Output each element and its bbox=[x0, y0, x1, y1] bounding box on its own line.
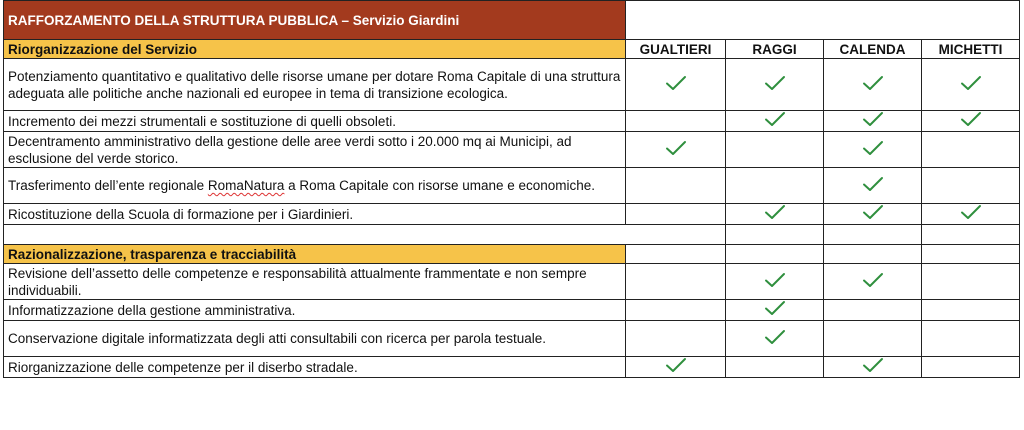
table-row bbox=[4, 204, 1020, 225]
row-description bbox=[4, 357, 626, 378]
checkmark-icon bbox=[862, 357, 884, 373]
checkmark-icon bbox=[764, 272, 786, 288]
empty-cell bbox=[824, 245, 922, 264]
checkmark-icon bbox=[764, 329, 786, 345]
mark-cell-raggi bbox=[726, 111, 824, 132]
table-row bbox=[4, 111, 1020, 132]
spacer-cell bbox=[4, 225, 726, 245]
checkmark-icon bbox=[764, 75, 786, 91]
mark-cell-calenda bbox=[824, 168, 922, 204]
row-text: Conservazione digitale informatizzata degli atti consultabili con ricerca per parola testuale. bbox=[8, 331, 547, 346]
row-description bbox=[4, 111, 626, 132]
table-row bbox=[4, 264, 1020, 300]
title-spacer bbox=[626, 1, 1020, 40]
column-header-michetti: MICHETTI bbox=[922, 40, 1020, 59]
mark-cell-michetti bbox=[922, 264, 1020, 300]
mark-cell-gualtieri bbox=[626, 321, 726, 357]
row-description bbox=[4, 168, 626, 204]
checkmark-icon bbox=[862, 140, 884, 156]
mark-cell-michetti bbox=[922, 357, 1020, 378]
section-header-row bbox=[4, 245, 1020, 264]
empty-cell bbox=[626, 245, 726, 264]
checkmark-icon bbox=[764, 111, 786, 127]
table-row bbox=[4, 59, 1020, 111]
mark-cell-calenda bbox=[824, 59, 922, 111]
checkmark-icon bbox=[960, 204, 982, 220]
checkmark-icon bbox=[862, 272, 884, 288]
mark-cell-calenda bbox=[824, 321, 922, 357]
row-text: Informatizzazione della gestione amministrativa. bbox=[8, 302, 296, 318]
row-text: Trasferimento dell’ente regionale bbox=[8, 178, 208, 193]
row-text: Potenziamento quantitativo e qualitativo delle risorse umane per dotare Roma Capitale di una struttura adeguata alle politiche anche nazionali ed europee in tema di transizione ecologica. bbox=[8, 68, 621, 101]
mark-cell-gualtieri bbox=[626, 204, 726, 225]
comparison-table bbox=[3, 0, 1020, 378]
mark-cell-calenda bbox=[824, 132, 922, 168]
mark-cell-gualtieri bbox=[626, 168, 726, 204]
empty-cell bbox=[922, 245, 1020, 264]
column-header-gualtieri: GUALTIERI bbox=[626, 40, 726, 59]
section-header-row bbox=[4, 40, 1020, 59]
row-text: a Roma Capitale con risorse umane e economiche. bbox=[284, 178, 596, 193]
row-text: Decentramento amministrativo della gestione delle aree verdi sotto i 20.000 mq ai Municipi, ad esclusione del verde storico. bbox=[8, 133, 572, 166]
checkmark-icon bbox=[960, 111, 982, 127]
spacer-cell bbox=[922, 225, 1020, 245]
table-row bbox=[4, 321, 1020, 357]
column-header-raggi: RAGGI bbox=[726, 40, 824, 59]
mark-cell-calenda bbox=[824, 204, 922, 225]
checkmark-icon bbox=[862, 75, 884, 91]
mark-cell-michetti bbox=[922, 204, 1020, 225]
mark-cell-raggi bbox=[726, 168, 824, 204]
section-heading: Razionalizzazione, trasparenza e tracciabilità bbox=[4, 245, 626, 264]
checkmark-icon bbox=[764, 300, 786, 316]
spellcheck-word: RomaNatura bbox=[207, 178, 285, 193]
spacer-cell bbox=[824, 225, 922, 245]
row-description bbox=[4, 204, 626, 225]
checkmark-icon bbox=[862, 111, 884, 127]
mark-cell-gualtieri bbox=[626, 59, 726, 111]
section-heading: Riorganizzazione del Servizio bbox=[4, 40, 626, 59]
checkmark-icon bbox=[862, 204, 884, 220]
table-title: RAFFORZAMENTO DELLA STRUTTURA PUBBLICA – Servizio Giardini bbox=[4, 1, 626, 40]
empty-cell bbox=[726, 245, 824, 264]
table-row bbox=[4, 357, 1020, 378]
mark-cell-raggi bbox=[726, 321, 824, 357]
row-description bbox=[4, 300, 626, 321]
mark-cell-raggi bbox=[726, 132, 824, 168]
spacer-cell bbox=[726, 225, 824, 245]
mark-cell-raggi bbox=[726, 59, 824, 111]
mark-cell-gualtieri bbox=[626, 264, 726, 300]
column-header-calenda: CALENDA bbox=[824, 40, 922, 59]
mark-cell-raggi bbox=[726, 357, 824, 378]
mark-cell-raggi bbox=[726, 204, 824, 225]
checkmark-icon bbox=[665, 75, 687, 91]
spacer-row bbox=[4, 225, 1020, 245]
mark-cell-gualtieri bbox=[626, 300, 726, 321]
table-row bbox=[4, 168, 1020, 204]
table-row bbox=[4, 300, 1020, 321]
mark-cell-gualtieri bbox=[626, 111, 726, 132]
mark-cell-calenda bbox=[824, 300, 922, 321]
mark-cell-michetti bbox=[922, 132, 1020, 168]
mark-cell-michetti bbox=[922, 168, 1020, 204]
mark-cell-raggi bbox=[726, 264, 824, 300]
mark-cell-gualtieri bbox=[626, 132, 726, 168]
mark-cell-calenda bbox=[824, 357, 922, 378]
checkmark-icon bbox=[960, 75, 982, 91]
row-description bbox=[4, 132, 626, 168]
mark-cell-michetti bbox=[922, 300, 1020, 321]
mark-cell-michetti bbox=[922, 59, 1020, 111]
mark-cell-michetti bbox=[922, 321, 1020, 357]
row-description bbox=[4, 264, 626, 300]
row-text: Ricostituzione della Scuola di formazione per i Giardinieri. bbox=[8, 206, 354, 222]
mark-cell-gualtieri bbox=[626, 357, 726, 378]
mark-cell-raggi bbox=[726, 300, 824, 321]
row-text: Riorganizzazione delle competenze per il diserbo stradale. bbox=[8, 359, 358, 375]
table-row bbox=[4, 132, 1020, 168]
row-text: Incremento dei mezzi strumentali e sostituzione di quelli obsoleti. bbox=[8, 113, 396, 129]
row-description bbox=[4, 321, 626, 357]
mark-cell-michetti bbox=[922, 111, 1020, 132]
row-description bbox=[4, 59, 626, 111]
row-text: Revisione dell’assetto delle competenze e responsabilità attualmente frammentate e non sempre individuabili. bbox=[8, 265, 587, 298]
checkmark-icon bbox=[665, 357, 687, 373]
checkmark-icon bbox=[862, 176, 884, 192]
mark-cell-calenda bbox=[824, 111, 922, 132]
checkmark-icon bbox=[665, 140, 687, 156]
checkmark-icon bbox=[764, 204, 786, 220]
mark-cell-calenda bbox=[824, 264, 922, 300]
